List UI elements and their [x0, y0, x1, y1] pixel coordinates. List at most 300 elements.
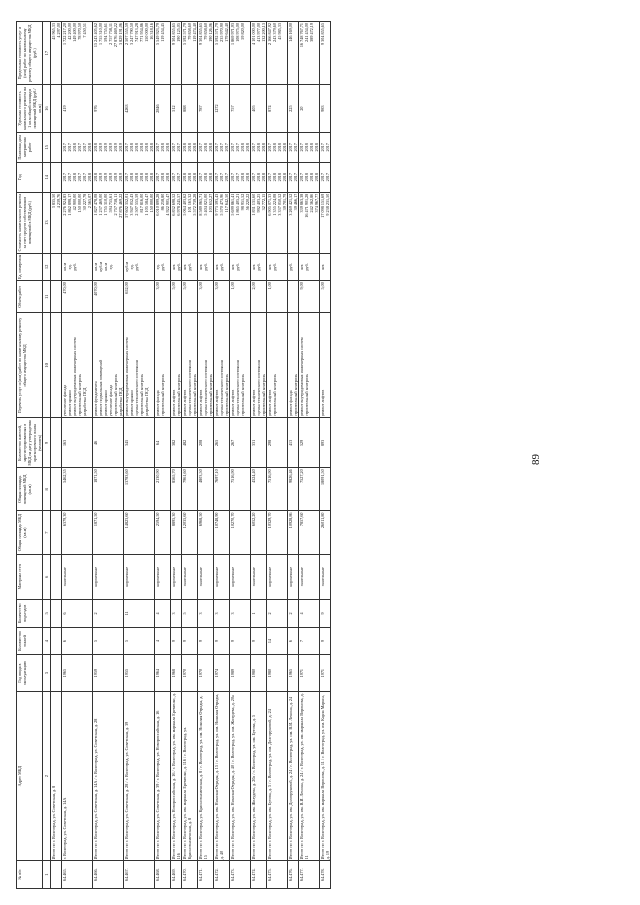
table-cell: 2 [288, 600, 299, 628]
table-cell: Итого по г. Волгоград, ул. Советская, д. 14А / г. Волгоград, ул. Советская, д. 28 [93, 691, 124, 860]
table-cell: Итого по г. Волгоград, ул. им. Долгоруковой, д. 24 / г. Волгоград, ул. им. В.И. Ленина, д. 24 [288, 691, 299, 860]
cell-line: 2018 [187, 143, 192, 152]
cell-line: ед. [67, 264, 72, 270]
cell-line: 6 832 698,52 [171, 193, 176, 216]
cell-line: шт. [251, 263, 256, 270]
cell-line: руб. [187, 263, 192, 271]
table-cell: 9,00 [299, 281, 320, 313]
table-cell [93, 162, 124, 192]
cell-line: 1 755 310,00 [103, 193, 108, 216]
header-cell: Количество этажей [17, 627, 43, 655]
table-cell [320, 313, 331, 418]
table-cell [62, 253, 93, 281]
cell-line: 2017 [299, 143, 304, 152]
table-cell: 3,00 [155, 281, 171, 313]
table-cell: 4803,50 [198, 468, 214, 511]
index-cell: 14 [43, 162, 51, 192]
cell-line: 119 474,40 [192, 23, 197, 42]
table-cell: 26011,80 [320, 511, 331, 554]
cell-line: 2018 [165, 143, 170, 152]
table-cell: панельные [62, 554, 93, 599]
cell-line: 5 572 739,28 [192, 193, 197, 216]
table-cell [124, 253, 155, 281]
cell-line: 2019 [103, 143, 108, 152]
cell-line: 2018 [182, 143, 187, 152]
table-cell: Итого по г. Волгоград, ул. им. маршала Еременко, д. 116 / г. Волгоград, ул. Краснознаменская, д. 8 [182, 691, 198, 860]
table-cell: 1,00 [267, 281, 288, 313]
cell-line: 179 642,40 [224, 23, 229, 42]
table-cell [267, 313, 288, 418]
table-cell: 5,00 [182, 281, 198, 313]
cell-line: 339 863,38 [299, 193, 304, 213]
cell-line: 17 098 151,69 [320, 193, 325, 218]
cell-line: 6 905 071,33 [267, 193, 272, 216]
cell-line: 56 220,22 [245, 193, 250, 211]
cell-line: 2018 [282, 143, 287, 152]
table-cell: 7961,60 [182, 468, 198, 511]
cell-line: 241 454,00 [304, 23, 309, 42]
cell-line: 86 258,80 [160, 193, 165, 211]
table-cell [182, 253, 198, 281]
table-cell: 225 [288, 85, 299, 133]
cell-line: 2018 [304, 173, 309, 182]
index-cell: 6 [43, 554, 51, 599]
table-cell [214, 313, 230, 418]
cell-line: ремонт лифтов [182, 389, 187, 417]
cell-line: 27 876 469,22 [113, 23, 118, 48]
table-cell: 1272 [214, 85, 230, 133]
cell-line: руб. [256, 263, 261, 271]
cell-line: 150 000,00 [77, 193, 82, 213]
table-cell [214, 132, 230, 162]
table-cell: 9826,46 [288, 468, 299, 511]
cell-line: 2018 [160, 143, 165, 152]
header-cell: Ед. измерения [17, 253, 43, 281]
cell-line: 2018 [139, 143, 144, 152]
cell-line: строительный контроль [208, 374, 213, 417]
table-cell: Итого по г. Волгоград, ул. Новороссийская, д. 16 / г. Волгоград, ул. им. маршала Еременко, д. 116 [171, 693, 181, 860]
cell-line: 2017 [77, 173, 82, 182]
header-cell: Общая площадь МКД (кв.м) [17, 511, 43, 554]
table-cell [214, 162, 230, 192]
table-cell: 9 [182, 627, 198, 655]
cell-line: 5 699 861,41 [230, 193, 235, 216]
cell-line: 2018 [282, 173, 287, 182]
table-cell [267, 253, 288, 281]
table-cell: 874 [267, 85, 288, 133]
cell-line: 374 967,77 [314, 193, 319, 213]
cell-line: 2018 [134, 173, 139, 182]
cell-line: 2018 [129, 143, 134, 152]
table-cell: 64.477. [299, 861, 320, 889]
cell-line: 3 947 052,43 [129, 193, 134, 216]
cell-line: руб. [160, 263, 165, 271]
cell-line: ремонт лифтов [171, 389, 176, 417]
cell-line: 2 507 555,59 [134, 193, 139, 216]
cell-line: 2017 [82, 173, 87, 182]
table-cell: 64 [155, 418, 171, 468]
table-cell [288, 22, 299, 85]
cell-line: 594 755,61 [103, 23, 108, 42]
table-cell: 267 [230, 418, 251, 468]
table-cell: 7527,20 [299, 468, 320, 511]
cell-line: 3 835,50 [51, 193, 56, 209]
cell-line: 2018 [72, 143, 77, 152]
cell-line: ремонт внутридомовых инженерных систем [72, 337, 77, 417]
table-cell [230, 192, 251, 253]
table-cell [51, 627, 62, 655]
table-cell: кирпичные [230, 554, 251, 599]
table-cell: г. Волгоград, ул. Советская, д. 14А [62, 691, 93, 860]
cell-line: 45 985,33 [277, 23, 282, 40]
table-cell [155, 22, 171, 85]
cell-line: 2017 [325, 143, 330, 152]
table-cell: 13783,60 [124, 468, 155, 511]
cell-line: строительный контроль [261, 374, 266, 417]
cell-line: 4 297,00 [56, 23, 61, 38]
table-cell: 7697,10 [214, 468, 230, 511]
cell-line: 1 865 405,21 [235, 193, 240, 216]
cell-line: 2018 [208, 173, 213, 182]
cell-line: куб.м [124, 261, 129, 272]
cell-line: 2017 [230, 143, 235, 152]
table-cell [124, 22, 155, 85]
header-cell: Объем работ [17, 281, 43, 313]
table-cell: 1968 [171, 655, 182, 692]
cell-line: 2019 [98, 173, 103, 182]
cell-line: 2017 [267, 173, 272, 182]
cell-line: 413 977,00 [256, 23, 261, 42]
table-cell: 1871,50 [93, 468, 124, 511]
cell-line: 2018 [256, 173, 261, 182]
table-row [124, 22, 155, 889]
cell-line: 190 126,06 [208, 23, 213, 42]
table-cell: 9 [320, 600, 331, 628]
table-cell [267, 192, 288, 253]
table-cell [171, 192, 182, 253]
cell-line: ед. [129, 264, 134, 270]
cell-line: 2017 [176, 143, 181, 152]
cell-line: 3 337 050,52 [277, 193, 282, 216]
table-cell: 7516,90 [267, 468, 288, 511]
cell-line: 2018 [245, 173, 250, 182]
cell-line: руб. [72, 263, 77, 271]
table-row [267, 22, 288, 889]
cell-line: 2017 [155, 143, 160, 152]
table-cell [182, 162, 198, 192]
table-cell: 2594,50 [155, 511, 171, 554]
cell-line: разработка ПСД [118, 387, 123, 417]
cell-line: 16 748 767,71 [299, 23, 304, 48]
table-row [230, 22, 251, 889]
index-cell: 4 [43, 627, 51, 655]
cell-line: 2017 [155, 173, 160, 182]
cell-line: 2019 [108, 173, 113, 182]
table-cell: 163 [62, 418, 93, 468]
cell-line: 39 466,17 [293, 193, 298, 211]
cell-line: оценка технического состояния [256, 360, 261, 417]
header-cell: Год ввода в эксплуатацию [17, 655, 43, 692]
index-cell: 16 [43, 85, 51, 133]
table-cell [230, 22, 251, 85]
cell-line: 2017 [219, 143, 224, 152]
cell-line: 117 642,50 [224, 193, 229, 213]
table-row [62, 22, 93, 889]
cell-line: 16 318,16 [149, 23, 154, 40]
header-cell: Количество жителей, зарегистрированных в МКД на дату утверждения краткосрочного плана (человек) [17, 418, 43, 468]
table-cell: 64.467. [124, 861, 155, 889]
cell-line: 2017 [214, 143, 219, 152]
table-cell [182, 132, 198, 162]
table-cell [230, 162, 251, 192]
table-row [299, 22, 320, 889]
table-cell [155, 313, 171, 418]
table-cell [51, 600, 62, 628]
table-cell: 4263 [124, 85, 155, 133]
cell-line: 2018 [192, 173, 197, 182]
cell-line: строительный контроль [272, 374, 277, 417]
table-cell: 1971 [299, 655, 320, 692]
table-cell [288, 192, 299, 253]
table-cell: 8895,30 [171, 511, 182, 554]
cell-line: 594 755,61 [108, 193, 113, 213]
cell-line: 2017 [251, 173, 256, 182]
table-cell: 4524,40 [251, 468, 267, 511]
table-cell [198, 192, 214, 253]
table-cell [62, 162, 93, 192]
cell-line: 108 975,00 [235, 23, 240, 42]
header-cell: Общая площадь помещений МКД (кв.м) [17, 468, 43, 511]
cell-line: 2017 [235, 173, 240, 182]
cell-line: ремонт внутридомовых инженерных систем [124, 337, 129, 417]
cell-line: ремонт лифтов [267, 389, 272, 417]
cell-line: 2017 [176, 173, 181, 182]
cell-line: 2017 [235, 143, 240, 152]
table-cell: 9 [198, 627, 214, 655]
table-cell: 529 [299, 418, 320, 468]
cell-line: 2018 [149, 173, 154, 182]
table-row [51, 22, 62, 889]
table-cell: 652,00 [124, 281, 155, 313]
cell-line: 15 243 405,62 [93, 23, 98, 48]
table-cell: 3,00 [198, 281, 214, 313]
table-cell: Итого по г. Волгоград, ул. им. маршала Воронова, д. 11 / г. Волгоград, ул. им. Карла Маркса, д. 19 [320, 691, 331, 860]
table-cell [51, 655, 62, 692]
table-row [288, 22, 299, 889]
table-cell [155, 162, 171, 192]
table-cell [288, 281, 299, 313]
cell-line: строительный контроль [77, 374, 82, 417]
table-cell: 10928,86 [288, 511, 299, 554]
table-row [171, 22, 182, 889]
table-cell [62, 313, 93, 418]
table-cell: 10748,90 [214, 511, 230, 554]
cell-line: 2018 [309, 173, 314, 182]
cell-line: 3 829 191,06 [118, 23, 123, 45]
cell-line: 9 304 855,65 [171, 23, 176, 45]
table-cell: Итого по г. Волгоград, ул. Советская, д. 28 / г. Волгоград, ул. Советская, д. 39 [124, 691, 155, 860]
table-cell [171, 22, 182, 85]
table-cell: 9 [214, 627, 230, 655]
cell-line: 2019 [113, 143, 118, 152]
cell-line: 2018 [93, 143, 98, 152]
table-cell: 3,00 [214, 281, 230, 313]
table-cell: 6968,50 [198, 511, 214, 554]
table-cell: кирпичные [288, 554, 299, 599]
cell-line: шт. [214, 263, 219, 270]
table-cell: панельные [251, 554, 267, 599]
table-cell: 8565,70 [171, 468, 182, 511]
cell-line: 2019 [103, 173, 108, 182]
cell-line: ремонт внутридомовых инженерных систем [299, 337, 304, 417]
cell-line: 1 355 224,08 [272, 193, 277, 216]
cell-line: строительный контроль [113, 374, 118, 417]
cell-line: кв.м [103, 263, 108, 271]
cell-line: 2017 [62, 143, 67, 152]
table-cell [320, 162, 331, 192]
cell-line: строительный контроль [160, 374, 165, 417]
cell-line: 389 472,19 [309, 23, 314, 42]
cell-line: 242 362,86 [309, 193, 314, 213]
page-number: 89 [530, 454, 542, 465]
table-cell: 345 [124, 418, 155, 468]
table-cell [124, 192, 155, 253]
cell-line: шт. [171, 263, 176, 270]
table-cell [288, 313, 299, 418]
table-cell: 9 [320, 627, 331, 655]
table-cell: 64.476. [288, 861, 299, 889]
cell-line: ремонт крыши [103, 390, 108, 417]
table-cell [251, 192, 267, 253]
cell-line: 2017 [224, 173, 229, 182]
column-index-row [43, 22, 51, 889]
table-cell: 5,00 [320, 281, 331, 313]
cell-line: 3 269 421,52 [288, 193, 293, 216]
table-cell [171, 313, 182, 418]
table-row [155, 22, 171, 889]
table-cell: 4 [155, 600, 171, 628]
table-cell [299, 253, 320, 281]
cell-line: 78 970,50 [77, 23, 82, 40]
table-cell: 12035,60 [182, 511, 198, 554]
table-cell: 11 [124, 600, 155, 628]
cell-line: 4 101 000,00 [251, 23, 256, 45]
cell-line: ед. [108, 264, 113, 270]
cell-line: ремонт фасада [155, 390, 160, 417]
cell-line: строительный контроль [139, 374, 144, 417]
table-cell: 64.468. [155, 861, 171, 889]
cell-line: руб. [134, 263, 139, 271]
table-cell: 208 [198, 418, 214, 468]
cell-line: 2018 [182, 173, 187, 182]
table-cell [171, 132, 182, 162]
cell-line: 2018 [272, 143, 277, 152]
table-cell [182, 22, 198, 85]
table-cell: 888 [182, 85, 198, 133]
cell-line: 2018 [165, 173, 170, 182]
table-cell: 2846 [155, 85, 171, 133]
cell-line: 5 592 571,79 [182, 23, 187, 45]
index-cell: 5 [43, 600, 51, 628]
table-cell [171, 253, 182, 281]
table-cell: кирпичные [93, 554, 124, 599]
table-cell [171, 162, 182, 192]
table-cell: 893 [320, 418, 331, 468]
cell-line: 2 757 758,11 [108, 23, 113, 45]
index-cell: 1 [43, 861, 51, 889]
cell-line: ремонт лифтов [251, 389, 256, 417]
table-cell [214, 253, 230, 281]
header-cell: Количество подъездов [17, 600, 43, 628]
cell-line: 2017 [267, 143, 272, 152]
table-cell: 2 [93, 600, 124, 628]
index-cell: 12 [43, 253, 51, 281]
cell-line: 2019 [108, 143, 113, 152]
table-cell: 2130,90 [155, 468, 171, 511]
table-cell: 1955 [124, 655, 155, 692]
table-cell: 4070,00 [93, 281, 124, 313]
cell-line: 9 304 855,65 [320, 23, 325, 45]
table-cell [51, 22, 62, 85]
cell-line: 2017 [198, 173, 203, 182]
cell-line: 2017 [67, 143, 72, 152]
cell-line: 2017 [230, 173, 235, 182]
cell-line: 5 549 923,79 [155, 23, 160, 45]
cell-line: строительный контроль [224, 374, 229, 417]
table-cell [93, 253, 124, 281]
table-cell: 46 [93, 418, 124, 468]
cell-line: 2017 [320, 173, 325, 182]
table-row [251, 22, 267, 889]
cell-line: 2 276 924,83 [62, 193, 67, 216]
table-cell: 64.478. [320, 861, 331, 889]
cell-line: строительный контроль [304, 374, 309, 417]
table-cell: 2,00 [251, 281, 267, 313]
table-row [320, 22, 331, 889]
header-cell: Материал стен [17, 554, 43, 599]
table-cell: 512 [171, 85, 182, 133]
cell-line: 150 000,00 [149, 193, 154, 213]
cell-line: 2017 [124, 173, 129, 182]
table-cell: 9 [251, 627, 267, 655]
table-cell: 1 [251, 600, 267, 628]
cell-line: 2018 [192, 143, 197, 152]
rotated-page [10, 15, 630, 895]
cell-line: шт. [198, 263, 203, 270]
table-cell: 5 [124, 627, 155, 655]
table-cell: Итого по г. Волгоград, ул. Краснознаменская, д. 8 / г. Волгоград, ул. им. Николая Отрады, д. 15 [198, 691, 214, 860]
cell-line: 2017 [62, 173, 67, 182]
table-cell: 9 [171, 627, 182, 655]
table-cell [267, 22, 288, 85]
cell-line: 2017 [67, 173, 72, 182]
index-cell: 15 [43, 132, 51, 162]
cell-line: строительный контроль [293, 374, 298, 417]
table-cell [155, 192, 171, 253]
cell-line: разработка ПСД [82, 387, 87, 417]
cell-line: 2018 [272, 173, 277, 182]
table-cell: Итого по г. Волгоград, ул. им. В.И. Ленина, д. 24 / г. Волгоград, ул. им. маршала Воронова, д. 11 [299, 691, 320, 860]
cell-line: 2018 [139, 173, 144, 182]
table-cell: 64.473. [230, 861, 251, 889]
table-cell: панельные [198, 554, 214, 599]
cell-line: 42 900,00 [72, 193, 77, 211]
cell-line: 2017 [219, 173, 224, 182]
cell-line: 149 400,00 [72, 23, 77, 42]
cell-line: оценка технического состояния [187, 360, 192, 417]
header-cell: Предельная стоимость услуг и (или) работ по капитальному ремонту общего имущества МКД (руб.) [17, 22, 43, 85]
header-cell: № п/п [17, 861, 43, 889]
